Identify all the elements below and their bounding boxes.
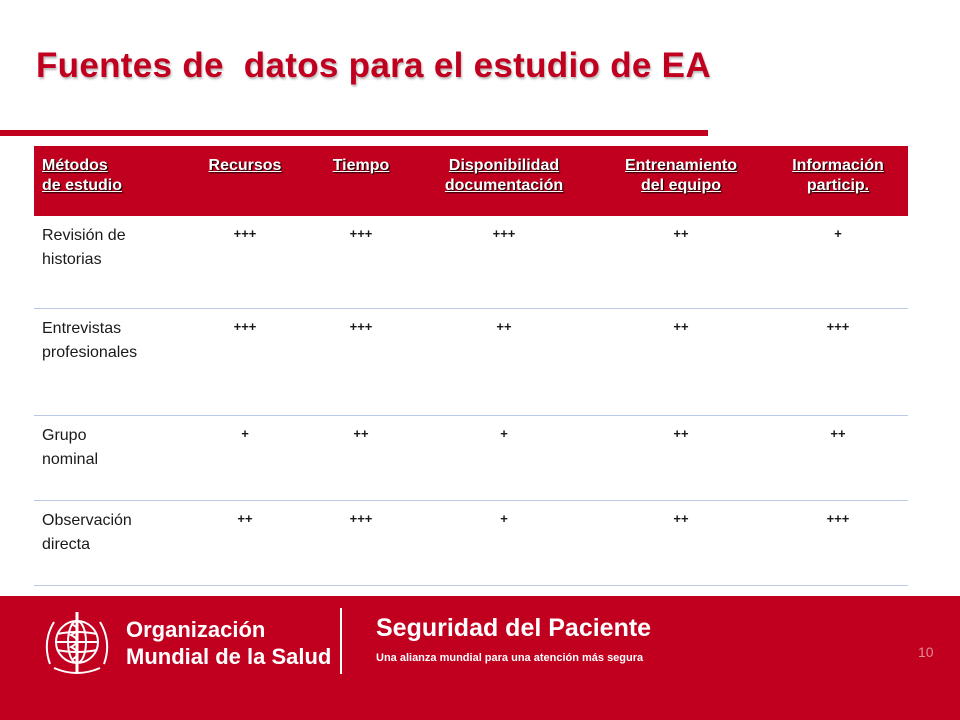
method-label-line: nominal (42, 451, 99, 468)
method-label-line: profesionales (42, 344, 138, 361)
rating-cell: + (414, 416, 594, 501)
rating-cell: ++ (308, 416, 414, 501)
column-header-line: Información (792, 157, 884, 174)
column-header-line: Recursos (208, 157, 282, 174)
rating-cell: +++ (182, 309, 308, 416)
method-cell (34, 309, 182, 416)
rating-cell: +++ (768, 309, 908, 416)
column-header-documentation (414, 146, 594, 216)
column-header-line: Métodos (42, 157, 108, 174)
organization-name (126, 616, 331, 670)
footer-divider (340, 608, 342, 674)
column-header-methods (34, 146, 182, 216)
rating-cell: +++ (308, 309, 414, 416)
program-title: Seguridad del Paciente (376, 614, 652, 642)
rating-cell: +++ (768, 501, 908, 586)
method-cell (34, 216, 182, 309)
rating-cell: ++ (182, 501, 308, 586)
method-label-line: historias (42, 251, 102, 268)
rating-cell: +++ (414, 216, 594, 309)
method-label-line: directa (42, 536, 91, 553)
table-row (34, 309, 908, 416)
column-header-line: Entrenamiento (624, 157, 737, 174)
rating-cell: +++ (308, 501, 414, 586)
title-underline (0, 130, 708, 136)
footer-banner (0, 596, 960, 720)
organization-name-line: Organización (126, 617, 266, 642)
column-header-line: del equipo (641, 177, 721, 194)
slide-title: Fuentes de datos para el estudio de EA (36, 46, 711, 85)
column-header-line: Disponibilidad (448, 157, 560, 174)
data-sources-table (34, 146, 908, 586)
column-header-training (594, 146, 768, 216)
rating-cell: ++ (594, 416, 768, 501)
method-label-line: Revisión de (42, 227, 126, 244)
column-header-time (308, 146, 414, 216)
rating-cell: ++ (594, 501, 768, 586)
column-header-line: de estudio (42, 177, 123, 194)
table-row (34, 216, 908, 309)
rating-cell: +++ (308, 216, 414, 309)
method-label-line: Entrevistas (42, 320, 122, 337)
rating-cell: +++ (182, 216, 308, 309)
rating-cell: ++ (594, 216, 768, 309)
who-emblem-icon (40, 606, 114, 680)
column-header-line: documentación (444, 177, 564, 194)
table-row (34, 501, 908, 586)
method-label-line: Observación (42, 512, 132, 529)
rating-cell: ++ (768, 416, 908, 501)
method-cell (34, 501, 182, 586)
rating-cell: + (414, 501, 594, 586)
table-header-row (34, 146, 908, 216)
rating-cell: + (768, 216, 908, 309)
page-number: 10 (918, 644, 934, 660)
program-subtitle: Una alianza mundial para una atención más segura (376, 652, 644, 664)
method-cell (34, 416, 182, 501)
column-header-line: Tiempo (332, 157, 390, 174)
column-header-participant-info (768, 146, 908, 216)
column-header-resources (182, 146, 308, 216)
rating-cell: + (182, 416, 308, 501)
rating-cell: ++ (594, 309, 768, 416)
table-row (34, 416, 908, 501)
organization-name-line: Mundial de la Salud (126, 644, 332, 669)
method-label-line: Grupo (42, 427, 87, 444)
column-header-line: particip. (806, 177, 870, 194)
rating-cell: ++ (414, 309, 594, 416)
